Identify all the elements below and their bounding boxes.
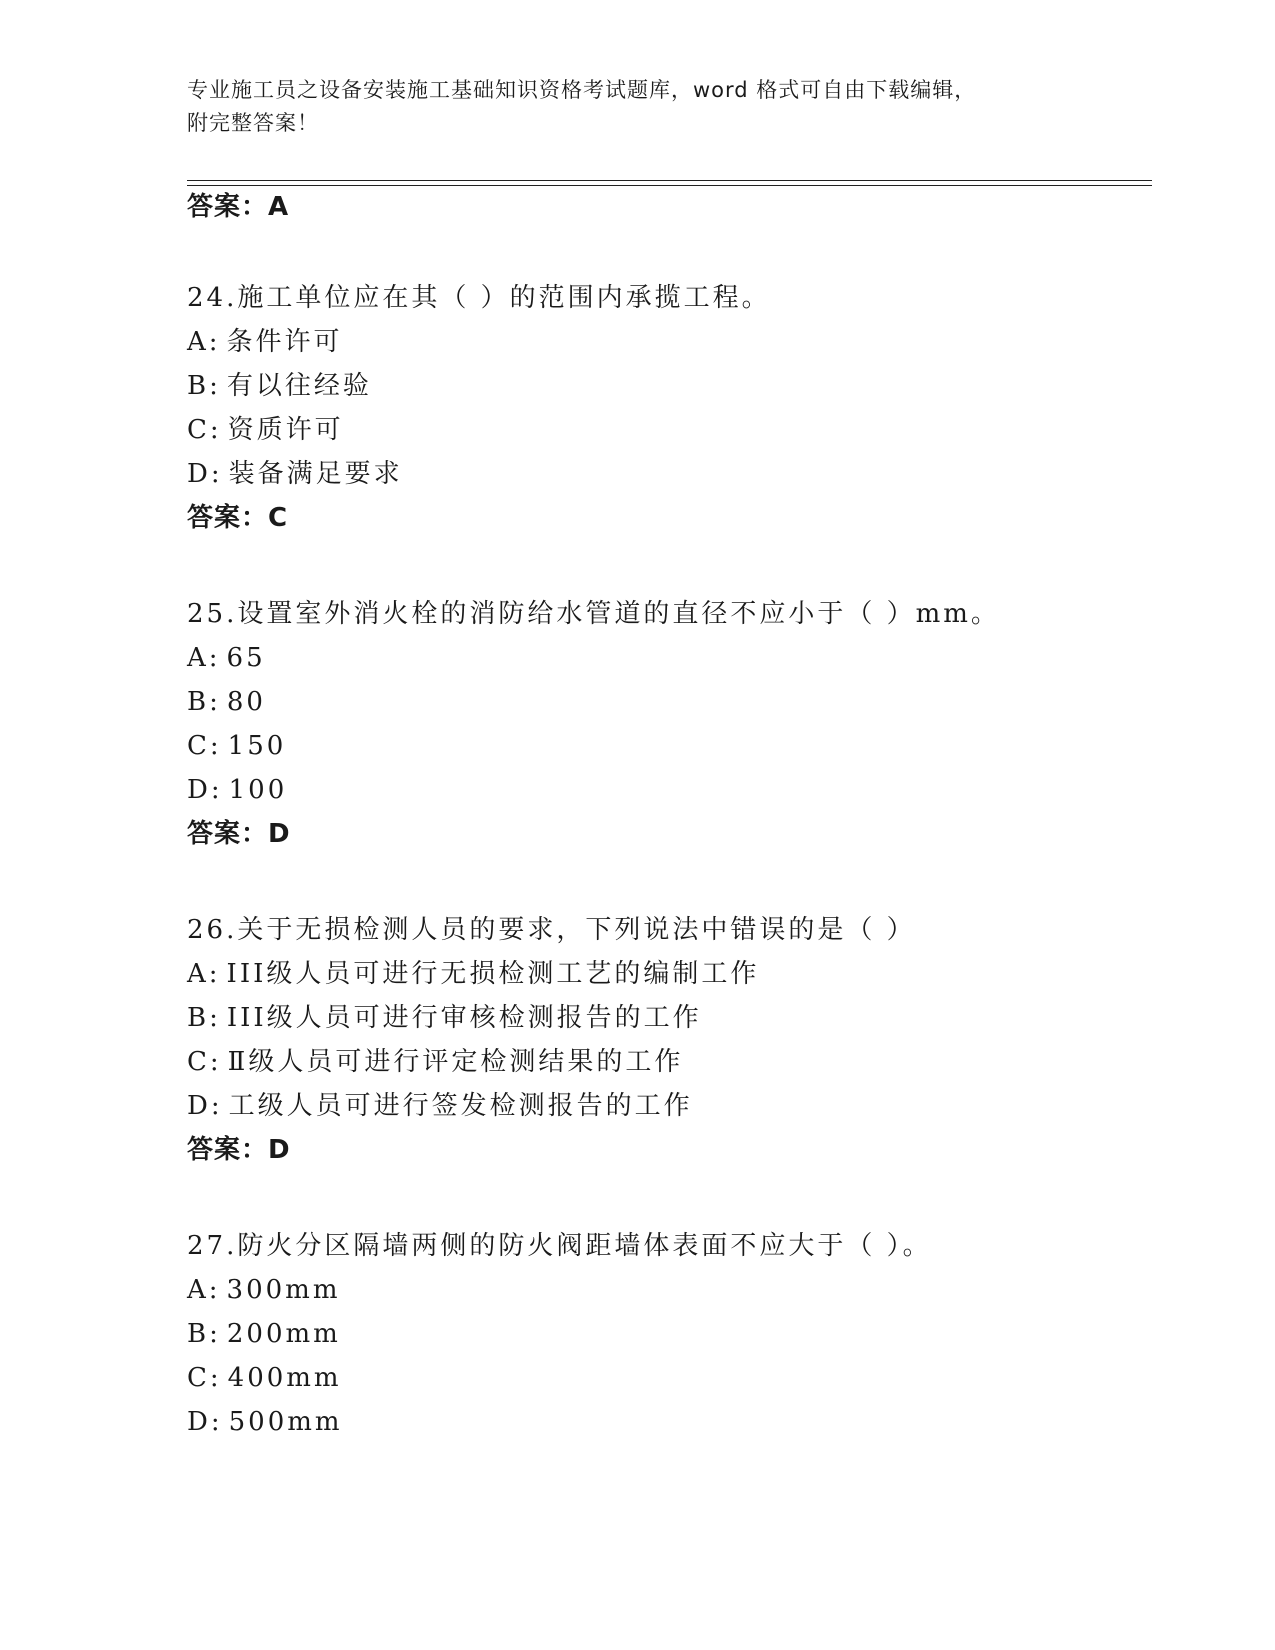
- option-text: 100: [228, 775, 288, 805]
- option-text: 有以往经验: [226, 371, 372, 401]
- option-text: 装备满足要求: [228, 459, 403, 489]
- option-letter: C:: [187, 1363, 222, 1393]
- option-text: III级人员可进行审核检测报告的工作: [226, 1003, 702, 1033]
- header-line-2: 附完整答案！: [187, 111, 319, 135]
- option-letter: A:: [187, 959, 221, 989]
- option-letter: A:: [187, 643, 221, 673]
- option-letter: D:: [187, 1407, 223, 1437]
- question-26-title: 26.关于无损检测人员的要求，下列说法中错误的是（ ）: [187, 915, 916, 945]
- question-27-option-b: [187, 1317, 341, 1351]
- option-text: 80: [226, 687, 266, 717]
- question-24-option-b: [187, 369, 372, 403]
- document-header: [187, 74, 1067, 140]
- question-26-option-c: [187, 1045, 683, 1079]
- option-text: III级人员可进行无损检测工艺的编制工作: [226, 959, 760, 989]
- option-text: 150: [227, 731, 287, 761]
- question-24-answer: 答案：C: [187, 503, 289, 533]
- question-26-option-a: [187, 957, 759, 991]
- question-26-option-b: [187, 1001, 702, 1035]
- option-text: 工级人员可进行签发检测报告的工作: [228, 1091, 693, 1121]
- option-letter: C:: [187, 1047, 222, 1077]
- question-27-title: 27.防火分区隔墙两侧的防火阀距墙体表面不应大于（ ）。: [187, 1231, 932, 1261]
- header-rule-top: [187, 180, 1152, 181]
- option-text: 500mm: [228, 1407, 343, 1437]
- question-25-title: 25.设置室外消火栓的消防给水管道的直径不应小于（ ）mm。: [187, 599, 1000, 629]
- question-25-option-d: [187, 773, 287, 807]
- option-letter: A:: [187, 327, 221, 357]
- option-text: 资质许可: [227, 415, 344, 445]
- option-letter: B:: [187, 1003, 221, 1033]
- question-24-option-d: [187, 457, 403, 491]
- question-27-option-c: [187, 1361, 342, 1395]
- question-25-option-a: [187, 641, 266, 675]
- option-text: 400mm: [227, 1363, 342, 1393]
- option-letter: B:: [187, 687, 221, 717]
- option-letter: C:: [187, 415, 222, 445]
- header-rule-bottom: [187, 185, 1152, 186]
- question-27-option-d: [187, 1405, 343, 1439]
- question-25-option-b: [187, 685, 266, 719]
- question-24-title: 24.施工单位应在其（ ）的范围内承揽工程。: [187, 283, 771, 313]
- option-text: 条件许可: [226, 327, 343, 357]
- answer-prev: 答案：A: [187, 192, 290, 222]
- option-text: 200mm: [226, 1319, 341, 1349]
- option-letter: A:: [187, 1275, 221, 1305]
- header-line-1: 专业施工员之设备安装施工基础知识资格考试题库，word 格式可自由下载编辑，: [187, 78, 977, 102]
- option-text: 300mm: [226, 1275, 341, 1305]
- option-text: Ⅱ级人员可进行评定检测结果的工作: [227, 1047, 684, 1077]
- question-25-answer: 答案：D: [187, 819, 291, 849]
- option-letter: B:: [187, 371, 221, 401]
- option-letter: B:: [187, 1319, 221, 1349]
- question-24-option-a: [187, 325, 343, 359]
- option-letter: D:: [187, 775, 223, 805]
- option-letter: C:: [187, 731, 222, 761]
- question-26-answer: 答案：D: [187, 1135, 291, 1165]
- question-27-option-a: [187, 1273, 340, 1307]
- question-25-option-c: [187, 729, 286, 763]
- question-24-option-c: [187, 413, 344, 447]
- option-letter: D:: [187, 459, 223, 489]
- option-text: 65: [226, 643, 266, 673]
- option-letter: D:: [187, 1091, 223, 1121]
- question-26-option-d: [187, 1089, 693, 1123]
